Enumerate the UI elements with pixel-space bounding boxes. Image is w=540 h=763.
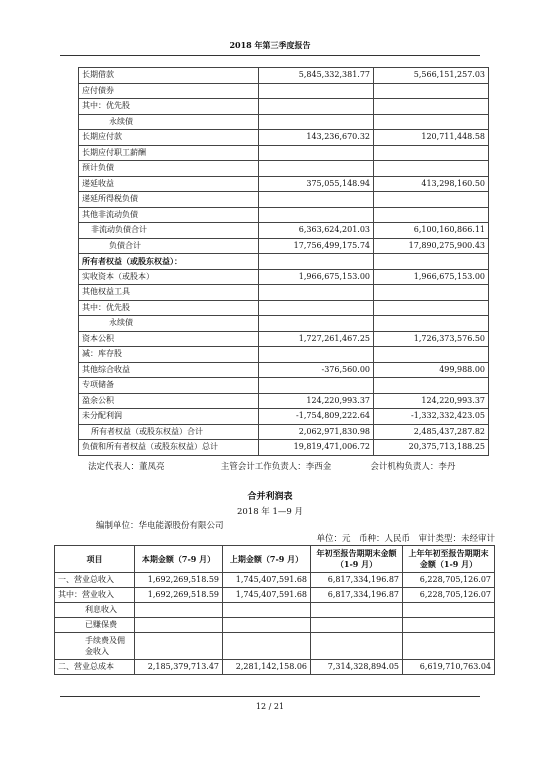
prior-period-value: 120,711,448.58 [374,130,489,146]
prior-ytd-value: 6,228,705,126.07 [403,588,495,603]
prior-period-value: 1,726,373,576.50 [374,331,489,347]
table-row [55,573,495,588]
prior-period-value [223,618,311,633]
prior-period-value [374,192,489,208]
table-row [55,588,495,603]
prior-period-value: 2,485,437,287.82 [374,424,489,440]
current-period-value: 124,220,993.37 [259,393,374,409]
table-row [79,440,489,456]
prior-ytd-value: 6,619,710,763.04 [403,660,495,675]
page-number: 12 / 21 [255,702,285,711]
income-statement-title: 合并利润表 [247,492,293,502]
current-period-value [259,285,374,301]
accounting-head: 主管会计工作负责人：李西金 [220,462,332,472]
income-statement-header-row [55,546,495,573]
row-label: 资本公积 [79,331,259,347]
prior-period-value: 499,988.00 [374,362,489,378]
ytd-value: 6,817,334,196.87 [311,573,403,588]
prior-period-value: 20,375,713,188.25 [374,440,489,456]
row-label: 盈余公积 [79,393,259,409]
table-row [79,130,489,146]
row-label: 负债和所有者权益（或股东权益）总计 [79,440,259,456]
table-row [79,393,489,409]
current-period-value [135,633,223,660]
income-statement-table [54,545,495,675]
prior-period-value [374,300,489,316]
prior-period-value: 1,745,407,591.68 [223,573,311,588]
prior-ytd-value [403,618,495,633]
row-label: 未分配利润 [79,409,259,425]
prior-period-value [374,145,489,161]
table-row [79,99,489,115]
prior-period-value: 2,281,142,158.06 [223,660,311,675]
prior-period-value [374,347,489,363]
prior-period-value: 5,566,151,257.03 [374,68,489,84]
row-label: 所有者权益（或股东权益）： [79,254,259,270]
table-row [79,347,489,363]
row-label: 实收资本（或股本） [79,269,259,285]
current-period-value [259,99,374,115]
ytd-value [311,633,403,660]
current-period-value [259,83,374,99]
report-header: 2018 年第三季度报告 [229,40,311,50]
table-row [55,603,495,618]
preparer-company: 编制单位：华电能源股份有限公司 [96,521,224,531]
balance-sheet-table [78,67,489,456]
row-label: 永续债 [79,114,259,130]
signers-line [88,460,455,472]
row-label: 二、营业总成本 [55,660,135,675]
prior-ytd-value [403,603,495,618]
prior-period-value: 1,966,675,153.00 [374,269,489,285]
ytd-value: 6,817,334,196.87 [311,588,403,603]
current-period-value [259,300,374,316]
footer-divider [60,696,480,697]
prior-period-value: 17,890,275,900.43 [374,238,489,254]
current-period-value: 17,756,499,175.74 [259,238,374,254]
table-row [79,409,489,425]
prior-ytd-value: 6,228,705,126.07 [403,573,495,588]
current-period-value [259,207,374,223]
table-row [79,207,489,223]
header-ytd: 年初至报告期期末金额（1-9 月） [311,546,403,573]
current-period-value: 143,236,670.32 [259,130,374,146]
table-row [79,269,489,285]
current-period-value: 1,692,269,518.59 [135,588,223,603]
prior-ytd-value [403,633,495,660]
current-period-value [259,347,374,363]
current-period-value [259,316,374,332]
table-row [79,145,489,161]
prior-period-value [223,633,311,660]
current-period-value: 1,692,269,518.59 [135,573,223,588]
row-label: 一、营业总收入 [55,573,135,588]
row-label: 长期应付职工薪酬 [79,145,259,161]
table-row [79,192,489,208]
prior-period-value [374,378,489,394]
row-label: 非流动负债合计 [79,223,259,239]
prior-period-value: -1,332,332,423.05 [374,409,489,425]
row-label: 其他权益工具 [79,285,259,301]
legal-representative: 法定代表人：董凤亮 [88,462,165,472]
current-period-value [259,161,374,177]
row-label: 减：库存股 [79,347,259,363]
income-statement-period: 2018 年 1—9 月 [236,507,304,517]
row-label: 已赚保费 [55,618,135,633]
row-label: 其中：营业收入 [55,588,135,603]
row-label: 专项储备 [79,378,259,394]
current-period-value: 19,819,471,006.72 [259,440,374,456]
row-label: 其中：优先股 [79,99,259,115]
row-label: 其中：优先股 [79,300,259,316]
current-period-value: 2,062,971,830.98 [259,424,374,440]
table-row [55,660,495,675]
current-period-value [135,618,223,633]
row-label: 利息收入 [55,603,135,618]
table-row [79,300,489,316]
table-row [55,618,495,633]
row-label: 负债合计 [79,238,259,254]
prior-period-value [374,285,489,301]
header-item: 项目 [55,546,135,573]
current-period-value [259,378,374,394]
current-period-value: -376,560.00 [259,362,374,378]
table-row [79,114,489,130]
current-period-value [259,192,374,208]
row-label: 所有者权益（或股东权益）合计 [79,424,259,440]
table-row [79,238,489,254]
prior-period-value [374,254,489,270]
row-label: 应付债券 [79,83,259,99]
prior-period-value [374,83,489,99]
prior-period-value [374,316,489,332]
current-period-value: 5,845,332,381.77 [259,68,374,84]
current-period-value: 6,363,624,201.03 [259,223,374,239]
prior-period-value: 1,745,407,591.68 [223,588,311,603]
prior-period-value [374,161,489,177]
row-label: 其他非流动负债 [79,207,259,223]
header-divider [60,55,480,56]
table-row [79,378,489,394]
prior-period-value: 413,298,160.50 [374,176,489,192]
row-label: 其他综合收益 [79,362,259,378]
accounting-org-head: 会计机构负责人：李丹 [370,462,456,472]
header-current-period: 本期金额（7-9 月） [135,546,223,573]
ytd-value [311,618,403,633]
current-period-value: -1,754,809,222.64 [259,409,374,425]
prior-period-value [374,99,489,115]
header-prior-period: 上期金额（7-9 月） [223,546,311,573]
row-label: 永续债 [79,316,259,332]
ytd-value: 7,314,328,894.05 [311,660,403,675]
table-row [79,285,489,301]
table-row [79,362,489,378]
prior-period-value [374,207,489,223]
row-label: 长期应付款 [79,130,259,146]
table-row [79,83,489,99]
table-row [79,68,489,84]
prior-period-value [374,114,489,130]
current-period-value [259,254,374,270]
table-row [79,424,489,440]
row-label: 长期借款 [79,68,259,84]
current-period-value [259,114,374,130]
prior-period-value: 124,220,993.37 [374,393,489,409]
row-label: 手续费及佣金收入 [55,633,135,660]
header-prior-ytd: 上年年初至报告期期末金额（1-9 月） [403,546,495,573]
current-period-value: 2,185,379,713.47 [135,660,223,675]
row-label: 递延收益 [79,176,259,192]
table-row [79,223,489,239]
current-period-value: 1,727,261,467.25 [259,331,374,347]
current-period-value [135,603,223,618]
table-row [79,176,489,192]
row-label: 递延所得税负债 [79,192,259,208]
units-line: 单位：元 币种：人民币 审计类型：未经审计 [316,534,495,544]
table-row [79,254,489,270]
prior-period-value [223,603,311,618]
table-row [79,161,489,177]
ytd-value [311,603,403,618]
current-period-value [259,145,374,161]
current-period-value: 1,966,675,153.00 [259,269,374,285]
table-row [79,316,489,332]
current-period-value: 375,055,148.94 [259,176,374,192]
table-row [55,633,495,660]
row-label: 预计负债 [79,161,259,177]
table-row [79,331,489,347]
prior-period-value: 6,100,160,866.11 [374,223,489,239]
